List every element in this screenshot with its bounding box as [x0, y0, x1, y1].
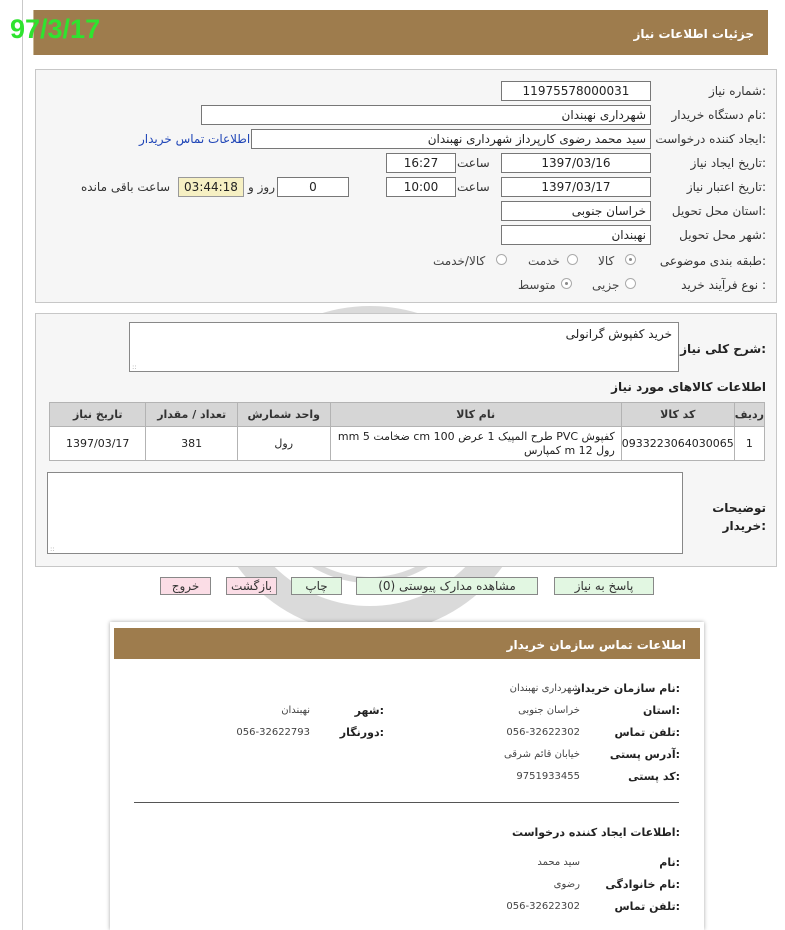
valid-date-field[interactable]: 1397/03/17 [501, 177, 651, 197]
col-name: نام کالا [330, 403, 621, 427]
col-row: ردیف [734, 403, 764, 427]
valid-date-label: تاریخ اعتبار نیاز: [686, 180, 766, 194]
purchase-minor-label: جزیی [592, 278, 620, 292]
phone-value: 056-32622302 [506, 727, 580, 738]
buyer-contact-link[interactable]: اطلاعات تماس خریدار [139, 132, 251, 146]
attachments-button[interactable]: مشاهده مدارک پیوستی (0) [356, 577, 538, 595]
category-service-label: خدمت [528, 254, 560, 268]
creator-phone-label: تلفن تماس: [614, 900, 680, 913]
card-divider [134, 802, 679, 803]
page-title: جزئیات اطلاعات نیاز [633, 27, 754, 41]
days-label: روز و [248, 180, 275, 194]
address-label: آدرس پستی: [609, 748, 680, 761]
purchase-medium-label: متوسط [518, 278, 556, 292]
org-label: نام سازمان خریدار: [574, 682, 680, 695]
buyer-org-label: نام دستگاه خریدار: [671, 108, 766, 122]
org-value: شهرداری نهبندان [509, 683, 580, 694]
address-value: خیابان قائم شرقی [503, 749, 580, 760]
col-date: تاریخ نیاز [50, 403, 146, 427]
fax-label: دورنگار: [339, 726, 384, 739]
province-label: استان: [642, 704, 680, 717]
print-button[interactable]: چاپ [291, 577, 342, 595]
remaining-label: ساعت باقی مانده [81, 180, 171, 194]
cell-date: 1397/03/17 [50, 427, 146, 461]
created-date-label: تاریخ ایجاد نیاز: [690, 156, 766, 170]
cell-qty: 381 [146, 427, 237, 461]
cell-code: 0933223064030065 [621, 427, 734, 461]
postal-value: 9751933455 [516, 771, 580, 782]
requester-label: ایجاد کننده درخواست: [655, 132, 766, 146]
fax-value: 056-32622793 [236, 727, 310, 738]
summary-textarea[interactable] [129, 322, 679, 372]
col-unit: واحد شمارش [237, 403, 330, 427]
buyer-org-field[interactable]: شهرداری نهبندان [201, 105, 651, 125]
city-field[interactable]: نهبندان [501, 225, 651, 245]
need-number-field[interactable]: 11975578000031 [501, 81, 651, 101]
created-time-label: ساعت [457, 156, 490, 170]
creator-name-label: نام: [659, 856, 680, 869]
date-stamp: 97/3/17 [10, 14, 101, 44]
category-goods-radio[interactable] [625, 254, 636, 265]
creator-family-value: رضوی [553, 879, 580, 890]
valid-time-label: ساعت [457, 180, 490, 194]
left-divider [22, 0, 23, 930]
goods-section-title: اطلاعات کالاهای مورد نیاز [611, 380, 766, 394]
col-code: کد کالا [621, 403, 734, 427]
goods-table [49, 402, 765, 461]
table-row[interactable] [50, 427, 765, 461]
province-label: استان محل تحویل: [671, 204, 766, 218]
cell-name: کفپوش PVC طرح المپیک 1 عرض 100 cm ضخامت 5 mm رول 12 m کمپارس [330, 427, 621, 461]
contact-card-title: اطلاعات تماس سازمان خریدار [506, 638, 686, 652]
reply-button[interactable]: پاسخ به نیاز [554, 577, 654, 595]
notes-textarea[interactable] [47, 472, 683, 554]
city-label: شهر: [354, 704, 384, 717]
notes-label: توضیحات خریدار: [712, 501, 766, 533]
exit-button[interactable]: خروج [160, 577, 211, 595]
purchase-type-label: نوع فرآیند خرید : [681, 278, 766, 292]
remaining-time-field: 03:44:18 [178, 177, 244, 197]
category-service-radio[interactable] [567, 254, 578, 265]
postal-label: کد پستی: [628, 770, 680, 783]
resize-grip-icon[interactable]: :: [132, 363, 137, 371]
need-number-label: شماره نیاز: [708, 84, 766, 98]
city-label: شهر محل تحویل: [679, 228, 766, 242]
purchase-minor-radio[interactable] [625, 278, 636, 289]
city-value: نهبندان [281, 705, 310, 716]
category-both-radio[interactable] [496, 254, 507, 265]
valid-time-field[interactable]: 10:00 [386, 177, 456, 197]
category-label: طبقه بندی موضوعی: [659, 254, 766, 268]
contact-card-header [114, 628, 700, 659]
goods-panel [35, 313, 777, 567]
province-field[interactable]: خراسان جنوبی [501, 201, 651, 221]
cell-row: 1 [734, 427, 764, 461]
summary-label: شرح کلی نیاز: [680, 342, 766, 356]
days-field[interactable]: 0 [277, 177, 349, 197]
need-info-panel [35, 69, 777, 303]
category-both-label: کالا/خدمت [433, 254, 486, 268]
buyer-contact-card [110, 622, 704, 930]
province-value: خراسان جنوبی [518, 705, 580, 716]
resize-grip-icon[interactable]: :: [50, 545, 55, 553]
creator-phone-value: 056-32622302 [506, 901, 580, 912]
creator-section-title: اطلاعات ایجاد کننده درخواست: [512, 826, 680, 839]
purchase-medium-radio[interactable] [561, 278, 572, 289]
requester-field[interactable]: سید محمد رضوی کارپرداز شهرداری نهبندان [251, 129, 651, 149]
created-time-field[interactable]: 16:27 [386, 153, 456, 173]
creator-name-value: سید محمد [537, 857, 580, 868]
summary-text: خرید کفپوش گرانولی [565, 327, 672, 341]
creator-family-label: نام خانوادگی: [605, 878, 680, 891]
page-header [33, 10, 768, 55]
phone-label: تلفن تماس: [614, 726, 680, 739]
back-button[interactable]: بازگشت [226, 577, 277, 595]
col-qty: تعداد / مقدار [146, 403, 237, 427]
category-goods-label: کالا [598, 254, 615, 268]
cell-unit: رول [237, 427, 330, 461]
created-date-field[interactable]: 1397/03/16 [501, 153, 651, 173]
